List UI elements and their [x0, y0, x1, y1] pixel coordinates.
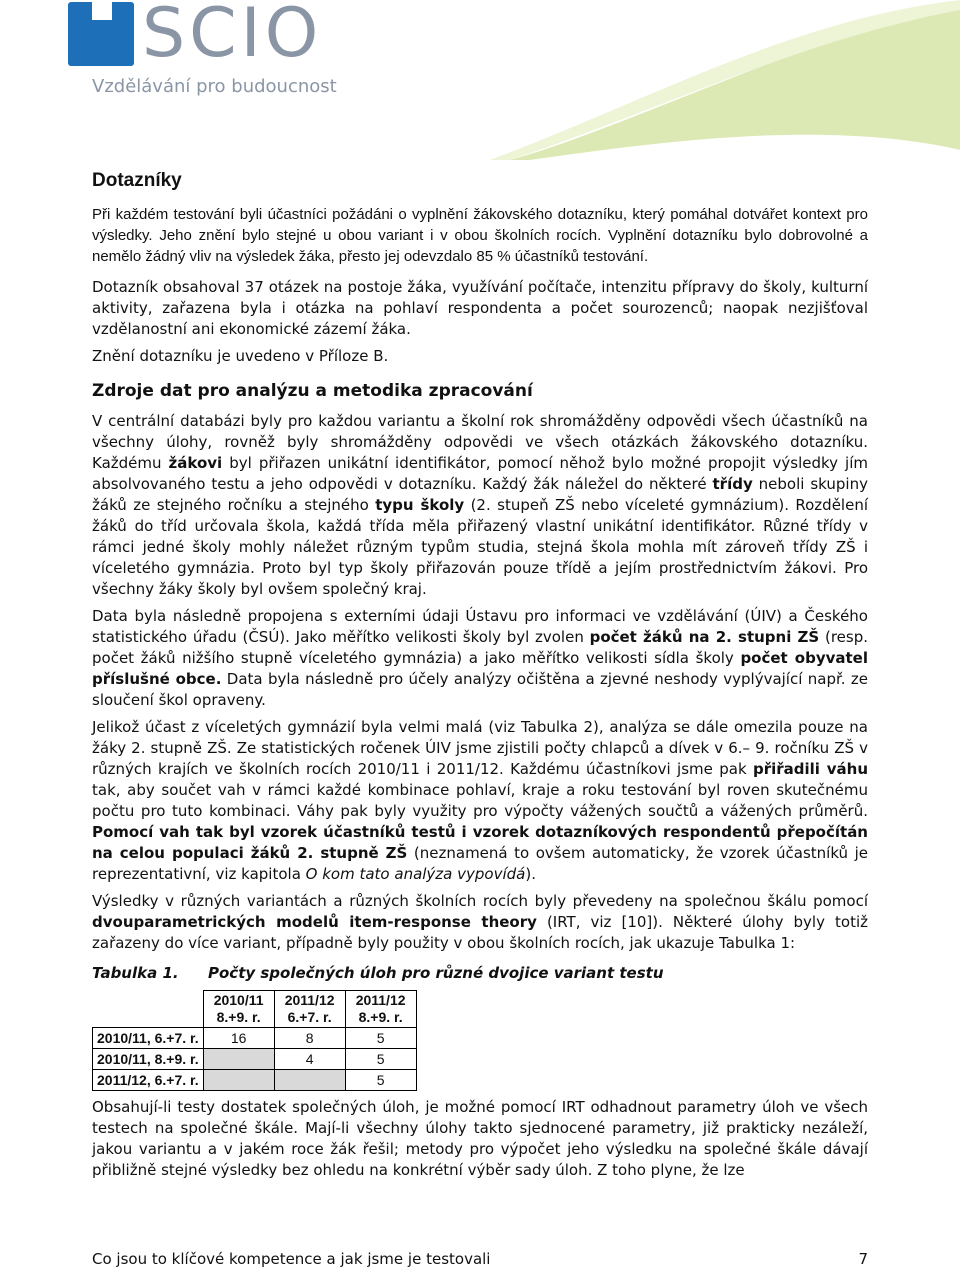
- text-run: ).: [525, 865, 536, 883]
- scio-logo-text: SCIO: [142, 0, 323, 73]
- common-items-table: [92, 990, 417, 1091]
- table-row-header: 2010/11, 8.+9. r.: [93, 1049, 204, 1070]
- table-cell-empty: [203, 1070, 274, 1091]
- bold-run: počet žáků na 2. stupni ZŠ: [589, 628, 820, 646]
- text-run: tak, aby součet vah v rámci každé kombinace pohlaví, kraje a roku testování byl roven skutečnému počtu pro tuto kombinaci. Váhy pak byly využity pro výpočty vážených součtů a vážených průměrů.: [92, 781, 868, 820]
- text-run: V centrální databázi byly pro každou variantu a školní rok shromážděny odpovědi všech účastníků na všechny úlohy, rovněž byly shromážděny odpovědi ve všech otázkách žákovského dotazníku. Každému: [92, 412, 868, 472]
- paragraph-dotazniky-2: Dotazník obsahoval 37 otázek na postoje žáka, využívání počítače, intenzitu přípravy do školy, kulturní aktivity, zařazena byla i otázka na pohlaví respondenta a počet sourozenců; naopak nezjišťoval vzdělanostní ani ekonomické zázemí žáka.: [92, 278, 868, 338]
- page-header: [0, 0, 960, 160]
- col-header-line: 8.+9. r.: [216, 1009, 261, 1025]
- paragraph-zdroje-3: [92, 717, 868, 885]
- col-header-line: 8.+9. r.: [358, 1009, 403, 1025]
- text-run: Data byla následně pro účely analýzy očištěna a zjevné neshody vyplývající např. ze sloučení škol opraveny.: [92, 670, 868, 709]
- table-cell: 5: [345, 1070, 416, 1091]
- table-caption-text: Počty společných úloh pro různé dvojice variant testu: [208, 964, 664, 982]
- text-run: (IRT, viz [10]). Některé úlohy byly totiž zařazeny do více variant, případně byly použity v obou školních rocích, jak ukazuje Tabulka 1:: [92, 913, 868, 952]
- table-col-header: [345, 991, 416, 1028]
- text-run: byl přiřazen unikátní identifikátor, pomocí něhož bylo možné propojit výsledky jím absolvovaného testu a jeho odpovědi v dotazníku. Každý žák náležel do některé: [92, 454, 868, 493]
- table-cell: 16: [203, 1028, 274, 1049]
- bold-run: žákovi: [168, 454, 223, 472]
- bold-run: dvouparametrických modelů item-response theory: [92, 913, 537, 931]
- text-run: neboli skupiny žáků ze stejného ročníku a stejného: [92, 475, 868, 514]
- table-cell: 8: [274, 1028, 345, 1049]
- paragraph-zdroje-2: [92, 606, 868, 711]
- table-row: [93, 1070, 417, 1091]
- paragraph-zdroje-4: [92, 891, 868, 954]
- text-run: (2. stupeň ZŠ nebo víceleté gymnázium). Rozdělení žáků do tříd určovala škola, každá třída měla přiřazený vlastní unikátní identifikátor. Různé třídy v rámci jedné školy mohly náležet různým typům studia, stejná škola mohla mít zároveň třídy ZŠ i víceletého gymnázia. Proto byl typ školy přiřazován pouze třídě a jejím prostřednictvím žákovi. Pro všechny žáky školy byl ovšem společný kraj.: [92, 496, 868, 598]
- page-number: 7: [858, 1250, 868, 1268]
- table-row: [93, 1028, 417, 1049]
- page-footer: [92, 1250, 868, 1268]
- col-header-line: 2011/12: [284, 992, 335, 1008]
- table-cell: 5: [345, 1028, 416, 1049]
- table-col-header: [203, 991, 274, 1028]
- paragraph-dotazniky-1: Při každém testování byli účastníci požádáni o vyplnění žákovského dotazníku, který pomáhal dotvářet kontext pro výsledky. Jeho znění bylo stejné u obou variant i v obou školních rocích. Vyplnění dotazníku bylo dobrovolné a nemělo žádný vliv na výsledek žáka, přesto jej odevzdalo 85 % účastníků testování.: [92, 206, 868, 265]
- table-caption-label: Tabulka 1.: [92, 964, 179, 982]
- table-cell: 5: [345, 1049, 416, 1070]
- text-run: Výsledky v různých variantách a různých školních rocích byly převedeny na společnou škálu pomocí: [92, 892, 868, 910]
- table-cell-empty: [274, 1070, 345, 1091]
- footer-title: Co jsou to klíčové kompetence a jak jsme je testovali: [92, 1250, 491, 1268]
- col-header-line: 2011/12: [355, 992, 406, 1008]
- scio-tagline: Vzdělávání pro budoucnost: [92, 76, 337, 97]
- bold-run: třídy: [712, 475, 753, 493]
- table-header-row: [93, 991, 417, 1028]
- section-title-zdroje: Zdroje dat pro analýzu a metodika zpracování: [92, 381, 533, 401]
- table-corner: [93, 991, 204, 1028]
- bold-run: počet obyvatel příslušné obce.: [92, 649, 868, 688]
- table-row-header: 2010/11, 6.+7. r.: [93, 1028, 204, 1049]
- header-swoosh-decoration: [470, 0, 960, 160]
- bold-run: typu školy: [375, 496, 465, 514]
- text-run: (neznamená to ovšem automaticky, že vzorek účastníků je reprezentativní, viz kapitola: [92, 844, 868, 883]
- text-run: Jelikož účast z víceletých gymnázií byla velmi malá (viz Tabulka 2), analýza se dále omezila pouze na žáky 2. stupně ZŠ. Ze statistických ročenek ÚIV jsme zjistili počty chlapců a dívek v 6.– 9. ročníku ZŠ v různých krajích ve školních rocích 2010/11 i 2011/12. Každému účastníkovi jsme pak: [92, 718, 868, 778]
- table-col-header: [274, 991, 345, 1028]
- table-cell: 4: [274, 1049, 345, 1070]
- paragraph-final: Obsahují-li testy dostatek společných úloh, je možné pomocí IRT odhadnout parametry úloh ve všech testech na společné škále. Mají-li všechny úlohy takto sjednocené parametry, již prakticky nezáleží, jakou variantu a v jakém roce žák řešil; metody pro výpočet jeho výsledku na společné škále dávají přibližně stejné výsledky bez ohledu na konkrétní výběr sady úloh. Z toho plyne, že lze: [92, 1098, 868, 1179]
- text-run: Data byla následně propojena s externími údaji Ústavu pro informaci ve vzdělávání (ÚIV) a Českého statistického úřadu (ČSÚ). Jako měřítko velikosti školy byl zvolen: [92, 607, 868, 646]
- paragraph-zdroje-1: [92, 411, 868, 600]
- table-cell-empty: [203, 1049, 274, 1070]
- table-row-header: 2011/12, 6.+7. r.: [93, 1070, 204, 1091]
- italic-run: O kom tato analýza vypovídá: [305, 865, 526, 883]
- bold-run: přiřadili váhu: [752, 760, 868, 778]
- table-caption: [92, 964, 868, 982]
- col-header-line: 6.+7. r.: [287, 1009, 332, 1025]
- paragraph-dotazniky-3: Znění dotazníku je uvedeno v Příloze B.: [92, 347, 389, 365]
- page-content: [92, 164, 868, 1187]
- text-run: (resp. počet žáků nižšího stupně víceletého gymnázia) a jako měřítko velikosti sídla školy: [92, 628, 868, 667]
- section-title-dotazniky: Dotazníky: [92, 170, 182, 191]
- col-header-line: 2010/11: [213, 992, 264, 1008]
- table-row: [93, 1049, 417, 1070]
- scio-logo-notch: [92, 2, 112, 20]
- bold-run: Pomocí vah tak byl vzorek účastníků testů i vzorek dotazníkových respondentů přepočítán na celou populaci žáků 2. stupně ZŠ: [92, 823, 868, 862]
